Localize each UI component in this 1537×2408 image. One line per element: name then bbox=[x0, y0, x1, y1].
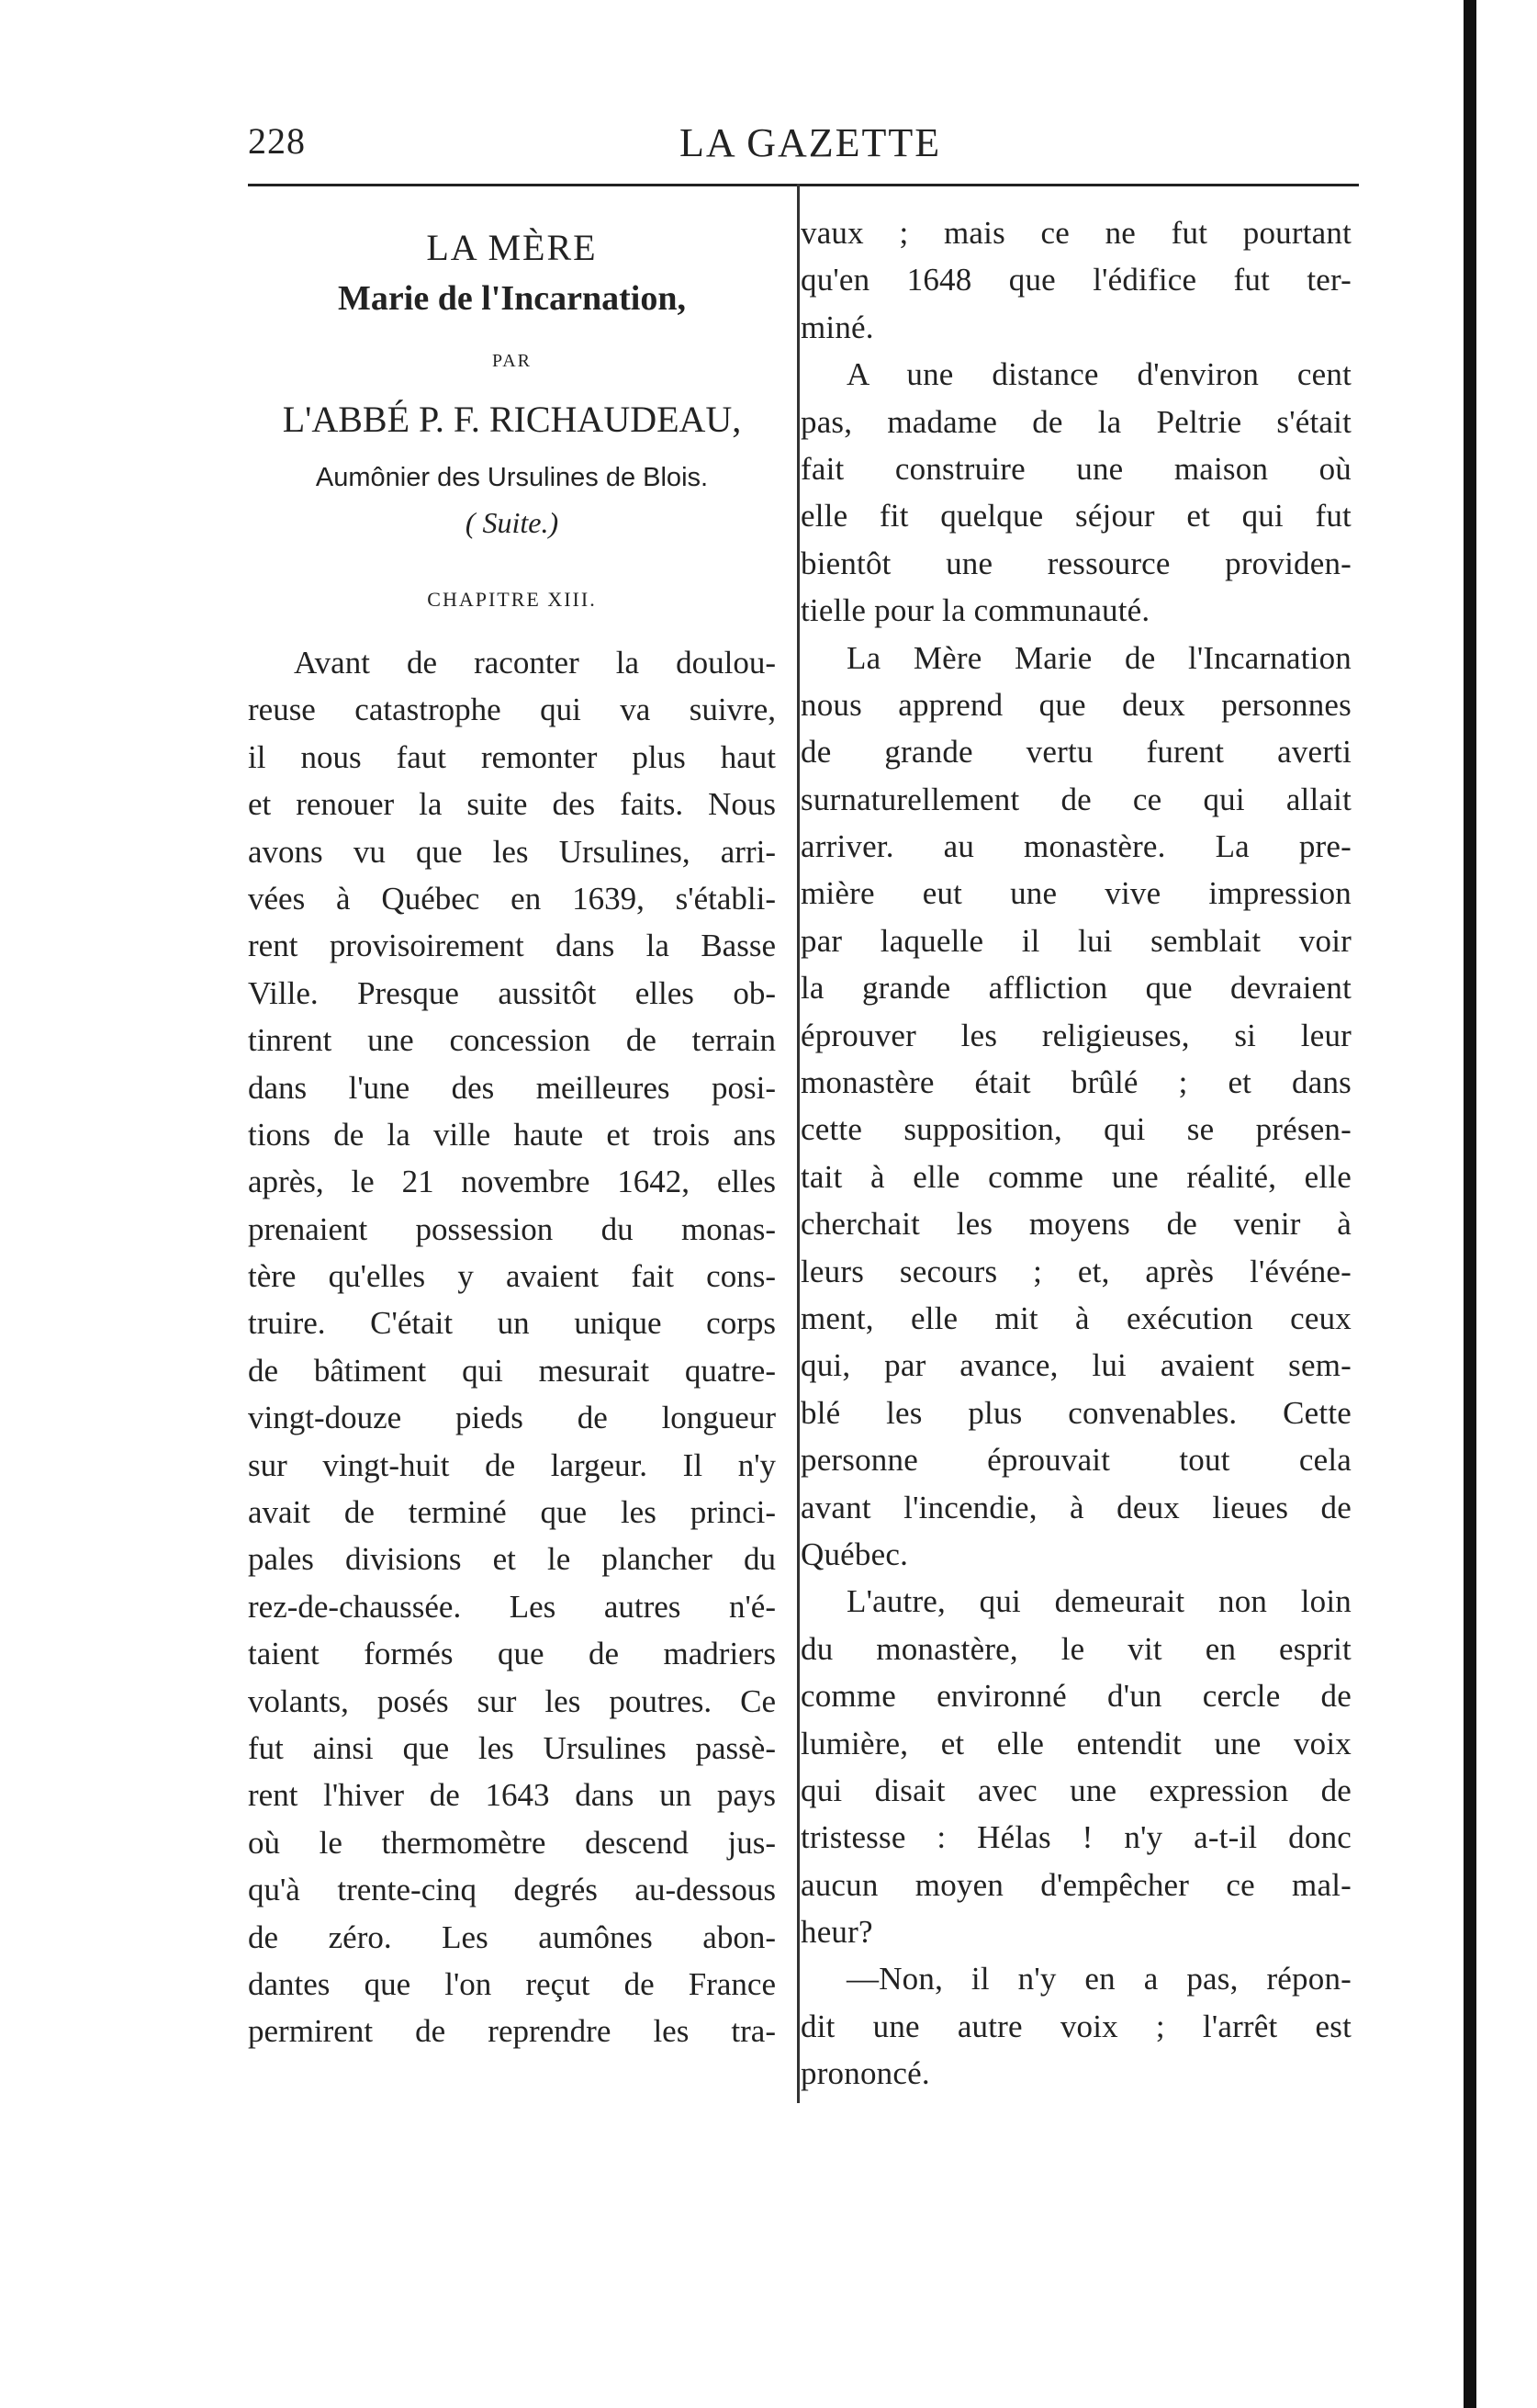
text-line: miné. bbox=[801, 309, 874, 345]
text-line: rent l'hiver de 1643 dans un pays bbox=[248, 1777, 776, 1814]
text-line: pas, madame de la Peltrie s'était bbox=[801, 403, 1352, 440]
text-line: prenaient possession du monas- bbox=[248, 1210, 776, 1247]
text-line: reuse catastrophe qui va suivre, bbox=[248, 692, 776, 728]
text-line: tinrent une concession de terrain bbox=[248, 1022, 776, 1059]
text-line: cette supposition, qui se présen- bbox=[801, 1111, 1352, 1148]
text-line: nous apprend que deux personnes bbox=[801, 686, 1352, 723]
left-column bbox=[248, 209, 776, 2055]
text-line: où le thermomètre descend jus- bbox=[248, 1824, 776, 1861]
text-line: volants, posés sur les poutres. Ce bbox=[248, 1682, 776, 1719]
text-line: permirent de reprendre les tra- bbox=[248, 2013, 776, 2050]
text-line: avons vu que les Ursulines, arri- bbox=[248, 833, 776, 870]
text-line: qui, par avance, lui avaient sem- bbox=[801, 1347, 1352, 1384]
text-line: la grande affliction que devraient bbox=[801, 970, 1352, 1007]
text-line: éprouver les religieuses, si leur bbox=[801, 1017, 1352, 1053]
text-line: avant l'incendie, à deux lieues de bbox=[801, 1489, 1352, 1525]
author-role: Aumônier des Ursulines de Blois. bbox=[315, 463, 709, 492]
byline-par: PAR bbox=[491, 351, 533, 371]
text-line: taient formés que de madriers bbox=[248, 1636, 776, 1672]
text-line: mière eut une vive impression bbox=[801, 875, 1352, 912]
text-line: vaux ; mais ce ne fut pourtant bbox=[801, 215, 1352, 251]
text-line: avait de terminé que les princi- bbox=[248, 1494, 776, 1531]
text-line: de bâtiment qui mesurait quatre- bbox=[248, 1352, 776, 1389]
page-header bbox=[0, 119, 1537, 174]
header-rule bbox=[248, 184, 1359, 186]
text-line: tait à elle comme une réalité, elle bbox=[801, 1158, 1352, 1195]
text-line: rent provisoirement dans la Basse bbox=[248, 928, 776, 964]
text-line: ment, elle mit à exécution ceux bbox=[801, 1300, 1352, 1336]
text-line: Avant de raconter la doulou- bbox=[294, 645, 776, 681]
text-line: tristesse : Hélas ! n'y a-t-il donc bbox=[801, 1819, 1352, 1856]
text-line: après, le 21 novembre 1642, elles bbox=[248, 1164, 776, 1200]
text-line: personne éprouvait tout cela bbox=[801, 1442, 1352, 1479]
text-line: tions de la ville haute et trois ans bbox=[248, 1116, 776, 1153]
text-line: prononcé. bbox=[801, 2055, 930, 2092]
continued-label: ( Suite.) bbox=[465, 506, 559, 539]
text-line: —Non, il n'y en a pas, répon- bbox=[847, 1961, 1352, 1997]
text-line: dans l'une des meilleures posi- bbox=[248, 1069, 776, 1106]
text-line: qu'en 1648 que l'édifice fut ter- bbox=[801, 262, 1352, 298]
text-line: blé les plus convenables. Cette bbox=[801, 1394, 1352, 1431]
text-line: cherchait les moyens de venir à bbox=[801, 1206, 1352, 1243]
text-line: de zéro. Les aumônes abon- bbox=[248, 1919, 776, 1955]
text-line: aucun moyen d'empêcher ce mal- bbox=[801, 1866, 1352, 1903]
text-line: tielle pour la communauté. bbox=[801, 592, 1150, 629]
left-body-text bbox=[248, 639, 776, 2055]
text-line: elle fit quelque séjour et qui fut bbox=[801, 498, 1352, 534]
chapter-heading: CHAPITRE XIII. bbox=[427, 588, 597, 611]
text-line: L'autre, qui demeurait non loin bbox=[847, 1583, 1352, 1620]
author-name: L'ABBÉ P. F. RICHAUDEAU, bbox=[282, 399, 742, 440]
text-line: pales divisions et le plancher du bbox=[248, 1541, 776, 1578]
text-line: et renouer la suite des faits. Nous bbox=[248, 786, 776, 823]
text-line: qui disait avec une expression de bbox=[801, 1772, 1352, 1808]
right-column bbox=[801, 209, 1352, 2098]
running-title: LA GAZETTE bbox=[679, 120, 942, 165]
text-line: vingt-douze pieds de longueur bbox=[248, 1400, 776, 1436]
text-line: par laquelle il lui semblait voir bbox=[801, 922, 1352, 959]
text-line: de grande vertu furent averti bbox=[801, 734, 1352, 771]
text-line: heur? bbox=[801, 1914, 873, 1951]
text-line: La Mère Marie de l'Incarnation bbox=[847, 639, 1352, 676]
text-line: fut ainsi que les Ursulines passè- bbox=[248, 1729, 776, 1766]
article-subtitle: Marie de l'Incarnation, bbox=[338, 279, 686, 318]
text-line: arriver. au monastère. La pre- bbox=[801, 828, 1352, 865]
text-line: sur vingt-huit de largeur. Il n'y bbox=[248, 1446, 776, 1483]
text-line: bientôt une ressource providen- bbox=[801, 545, 1352, 581]
text-line: dit une autre voix ; l'arrêt est bbox=[801, 2008, 1352, 2044]
text-line: surnaturellement de ce qui allait bbox=[801, 781, 1352, 817]
text-line: comme environné d'un cercle de bbox=[801, 1678, 1352, 1715]
text-line: Ville. Presque aussitôt elles ob- bbox=[248, 974, 776, 1011]
text-line: il nous faut remonter plus haut bbox=[248, 738, 776, 775]
text-line: vées à Québec en 1639, s'établi- bbox=[248, 880, 776, 917]
text-line: du monastère, le vit en esprit bbox=[801, 1630, 1352, 1667]
article-title: LA MÈRE bbox=[426, 227, 598, 268]
text-line: lumière, et elle entendit une voix bbox=[801, 1725, 1352, 1761]
column-divider bbox=[797, 184, 800, 2103]
text-line: leurs secours ; et, après l'événe- bbox=[801, 1253, 1352, 1289]
page-number: 228 bbox=[248, 120, 306, 162]
text-line: monastère était brûlé ; et dans bbox=[801, 1064, 1352, 1101]
text-line: Québec. bbox=[801, 1536, 909, 1572]
text-line: A une distance d'environ cent bbox=[847, 356, 1352, 393]
text-line: tère qu'elles y avaient fait cons- bbox=[248, 1258, 776, 1295]
text-line: rez-de-chaussée. Les autres n'é- bbox=[248, 1588, 776, 1625]
text-line: dantes que l'on reçut de France bbox=[248, 1965, 776, 2002]
text-line: fait construire une maison où bbox=[801, 450, 1352, 487]
binding-edge-bar bbox=[1464, 0, 1476, 2408]
text-line: truire. C'était un unique corps bbox=[248, 1305, 776, 1342]
text-line: qu'à trente-cinq degrés au-dessous bbox=[248, 1872, 776, 1908]
